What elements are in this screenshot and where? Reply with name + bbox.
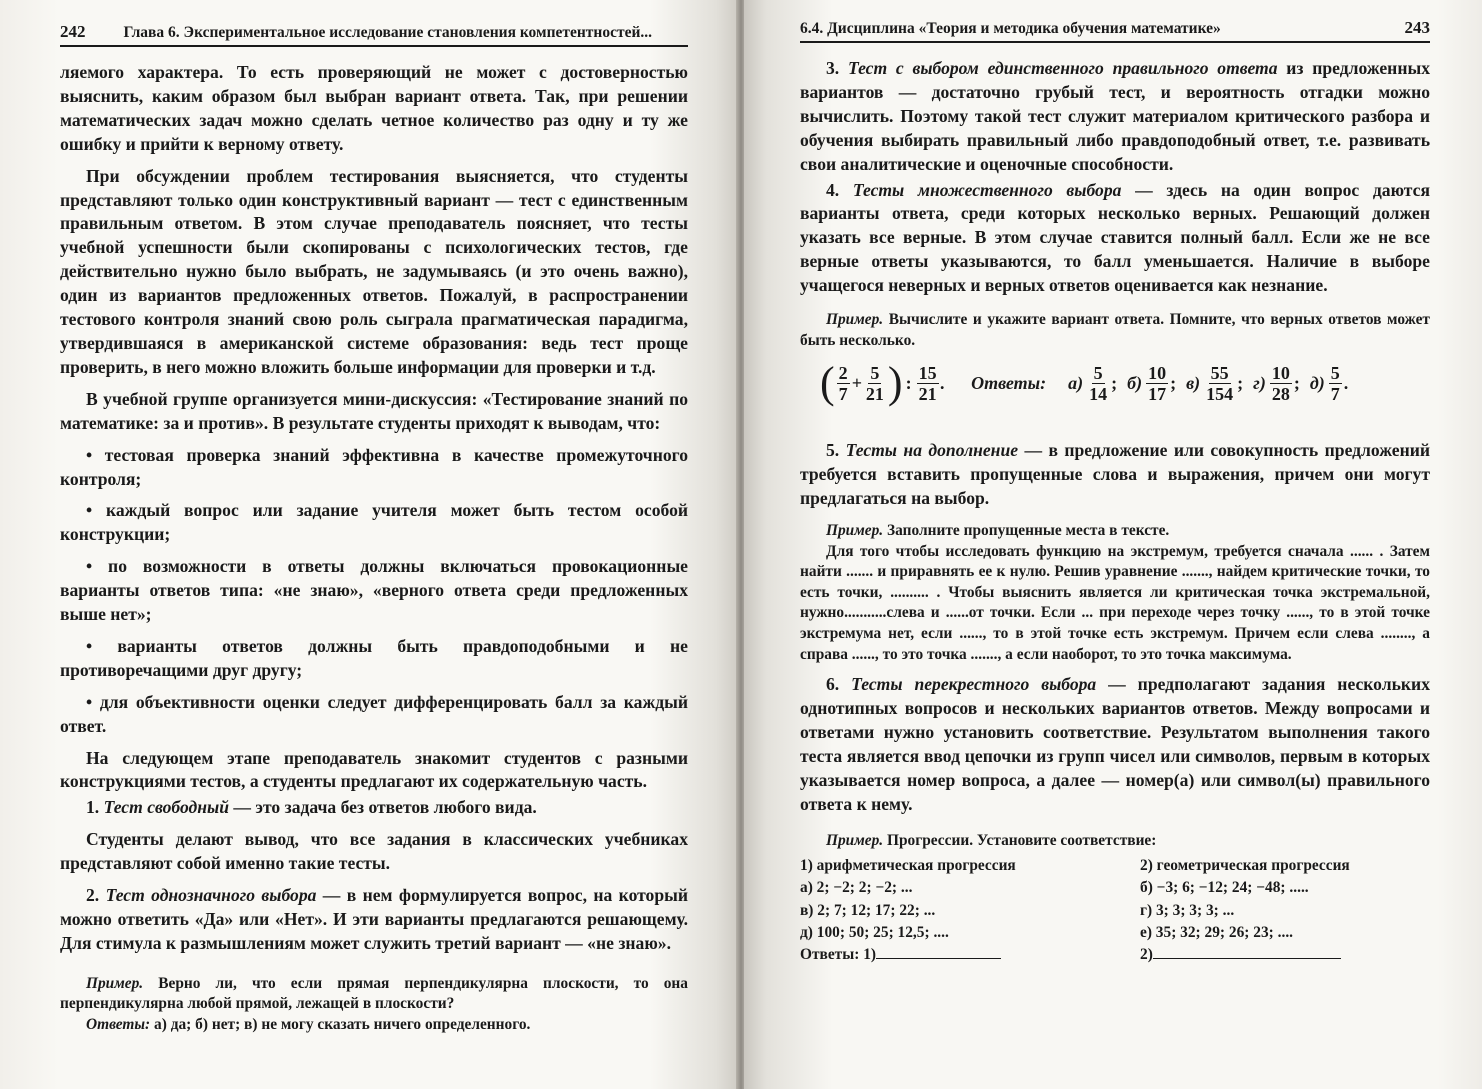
matching-cell: 2) геометрическая прогрессия <box>1140 857 1350 875</box>
section-title: 6.4. Дисциплина «Теория и методика обучения математике» <box>800 20 1221 37</box>
example-text: Заполните пропущенные места в тексте. <box>883 521 1170 539</box>
matching-cell: б) −3; 6; −12; 24; −48; ..... <box>1140 879 1309 897</box>
running-header <box>60 22 688 47</box>
matching-cell: в) 2; 7; 12; 17; 22; ... <box>800 901 936 919</box>
left-paren: ( <box>820 358 835 408</box>
answers-label: Ответы: <box>971 372 1047 393</box>
paragraph: В учебной группе организуется мини-дискуссия: «Тестирование знаний по математике: за и против». В результате студенты приходят к выводам, что: <box>60 388 688 433</box>
item-text: из предложенных вариантов — достаточно грубый тест, и вероятность отгадки можно вычислить. Поэтому такой тест служит материалом критического разбора и обучения выбирать правильный либо правдоподобный ответ, т.е. развивать свои аналитические и оценочные способности. <box>800 58 1430 174</box>
item-text: — в нем формулируется вопрос, на который можно ответить «Да» или «Нет». И эти варианты предлагаются решающему. Для стимула к размышлениям может служить третий вариант — «не знаю». <box>60 885 689 953</box>
example-text: Вычислите и укажите вариант ответа. Помните, что верных ответов может быть несколько. <box>800 311 1430 349</box>
right-page <box>744 0 1482 1089</box>
bullet-item: • варианты ответов должны быть правдоподобными и не противоречащими друг другу; <box>60 635 688 680</box>
page-number: 243 <box>1404 18 1430 37</box>
blank-line <box>1153 944 1341 959</box>
option-fraction: $\frac{5}{14}$ <box>1089 362 1108 404</box>
example <box>800 831 1430 852</box>
division-colon: : <box>905 372 912 393</box>
item-text: — здесь на один вопрос даются варианты ответа, среди которых несколько верных. Решающий должен указать все верные. В этом случае ставится полный балл. Если же не все верные ответы указываются, то балл уменьшается. Наличие в выборе учащегося неверных и верных ответов оценивается как незнание. <box>800 179 1430 296</box>
answers-text: а) да; б) нет; в) не могу сказать ничего определенного. <box>150 1016 531 1033</box>
answers-line-1: Ответы: 1) <box>800 944 1140 965</box>
paragraph: На следующем этапе преподаватель знакомит студентов с разными конструкциями тестов, а студенты предлагают их содержательную часть. <box>60 747 688 792</box>
example <box>60 974 688 1015</box>
option-fraction: $\frac{10}{17}$ <box>1148 362 1167 404</box>
matching-cell: г) 3; 3; 3; 3; ... <box>1140 901 1235 919</box>
fraction: $\frac{2}{7}$ <box>838 362 848 404</box>
matching-cell: е) 35; 32; 29; 26; 23; .... <box>1140 923 1294 941</box>
paragraph: Студенты делают вывод, что все задания в классических учебниках представляют собой именно такие тесты. <box>60 829 688 874</box>
example-label: Пример. <box>826 521 884 539</box>
blank-line <box>876 944 1001 959</box>
paragraph: ляемого характера. То есть проверяющий не может с достоверностью выяснить, каким образом был выбран вариант ответа. Так, при решении математических задач можно сделать четное количество раз одну и ту же ошибку и прийти к верному ответу. <box>60 62 688 154</box>
running-header <box>800 18 1430 43</box>
example <box>800 521 1430 542</box>
item-term: Тест однозначного выбора <box>105 885 317 906</box>
item-term: Тест свободный <box>103 797 230 818</box>
answers <box>60 1015 688 1036</box>
item-number: 6. <box>826 674 840 695</box>
chapter-title: Глава 6. Экспериментальное исследование становления компетентностей... <box>123 24 653 41</box>
right-paren: ) <box>887 358 903 408</box>
list-item-4 <box>800 179 1430 299</box>
item-number: 1. <box>86 797 100 818</box>
option-label: а) <box>1068 372 1084 393</box>
item-term: Тесты на дополнение <box>845 440 1019 461</box>
formula: ( $\frac{2}{7}$ + $\frac{5}{21}$ ) : $\frac{15}{21}$ . Ответы: а) $\frac{5}{14}$ ; б) $\frac{10}{17}$ ; в) $\frac{55}{154}$ ; г) $\frac{10}{28}$ ; д) $\frac{5}{7}$ . <box>820 358 1349 408</box>
matching-table <box>800 855 1430 965</box>
matching-cell: 1) арифметическая прогрессия <box>800 857 1016 875</box>
fraction: $\frac{15}{21}$ <box>918 362 937 404</box>
example-label: Пример. <box>826 831 884 849</box>
example-text: Прогрессии. Установите соответствие: <box>883 831 1157 849</box>
option-label: д) <box>1309 372 1325 393</box>
item-number: 5. <box>826 440 840 461</box>
example-text: Верно ли, что если прямая перпендикулярна плоскости, то она перпендикулярна любой прямой, лежащей в плоскости? <box>60 974 688 1013</box>
list-item-2 <box>60 884 688 956</box>
matching-cell: а) 2; −2; 2; −2; ... <box>800 879 913 897</box>
left-page <box>0 0 738 1089</box>
option-fraction: $\frac{10}{28}$ <box>1271 362 1290 404</box>
option-label: в) <box>1186 372 1201 393</box>
page-number: 242 <box>60 22 86 41</box>
option-label: б) <box>1127 372 1143 393</box>
plus-sign: + <box>851 372 862 393</box>
fraction: $\frac{5}{21}$ <box>865 362 884 404</box>
item-number: 3. <box>826 58 840 78</box>
option-label: г) <box>1253 372 1266 393</box>
bullet-item: • по возможности в ответы должны включаться провокационные варианты ответов типа: «не знаю», «верного ответа среди предложенных выше нет»; <box>60 556 688 625</box>
item-term: Тест с выбором единственного правильного ответа <box>847 58 1278 78</box>
list-item-1 <box>60 796 688 820</box>
matching-cell: д) 100; 50; 25; 12,5; .... <box>800 923 949 941</box>
example-label: Пример. <box>86 974 144 992</box>
bullet-item: • для объективности оценки следует дифференцировать балл за каждый ответ. <box>60 691 688 736</box>
answers-line-2: 2) <box>1140 944 1430 965</box>
item-term: Тесты перекрестного выбора <box>851 674 1097 695</box>
option-fraction: $\frac{5}{7}$ <box>1330 362 1340 404</box>
list-item-5 <box>800 439 1430 511</box>
bullet-item: • тестовая проверка знаний эффективна в качестве промежуточного контроля; <box>60 444 688 489</box>
answers-label: Ответы: <box>86 1016 151 1033</box>
item-term: Тесты множественного выбора <box>852 179 1122 200</box>
item-number: 4. <box>826 179 840 200</box>
item-number: 2. <box>86 885 100 906</box>
item-text: — предполагают задания нескольких однотипных вопросов и нескольких вариантов ответов. Между вопросами и ответами нужно установить соответствие. Результатом выполнения такого теста является ввод цепочки из групп чисел или символов, первым в которых указывается номер вопроса, а далее — номер(а) или символ(ы) правильного ответа к нему. <box>800 674 1430 814</box>
example-label: Пример. <box>826 311 884 329</box>
option-fraction: $\frac{55}{154}$ <box>1206 362 1234 404</box>
list-item-3 <box>800 57 1430 177</box>
item-text: — это задача без ответов любого вида. <box>229 797 537 818</box>
list-item-6 <box>800 673 1430 816</box>
example <box>800 310 1430 351</box>
item-text: — в предложение или совокупность предложений требуется вставить пропущенные слова и выражения, причем они могут предлагаться на выбор. <box>800 440 1431 509</box>
bullet-item: • каждый вопрос или задание учителя может быть тестом особой конструкции; <box>60 500 688 545</box>
example-body: Для того чтобы исследовать функцию на экстремум, требуется сначала ...... . Затем найти ....... и приравнять ее к нулю. Решив уравнение ......., найдем критические точки, то есть точки, .......... . Чтобы выяснить является ли критическая точка экстремальной, нужно...........слева и ......от точки. Если ... при переходе через точку ......, то в этой точке экстремума нет, если ......, то в этой точке есть экстремум. Причем если слева ........, а справа ......, то это точка ......., а если наоборот, то это точка максимума. <box>800 542 1430 663</box>
paragraph: При обсуждении проблем тестирования выясняется, что студенты представляют только один конструктивный вариант — тест с единственным правильным ответом. В этом случае преподаватель поясняет, что тесты учебной успешности были скопированы с психологических тестов, где действительно нужно было выбрать, не задумываясь (и это очень важно), один из вариантов предложенных ответов. Пожалуй, в распространении тестового контроля знаний свою роль сыграла прагматическая парадигма, утвердившаяся в американской системе образования: ведь тест проще проверить, в него можно вложить больше информации для проверки и т.д. <box>60 165 688 377</box>
